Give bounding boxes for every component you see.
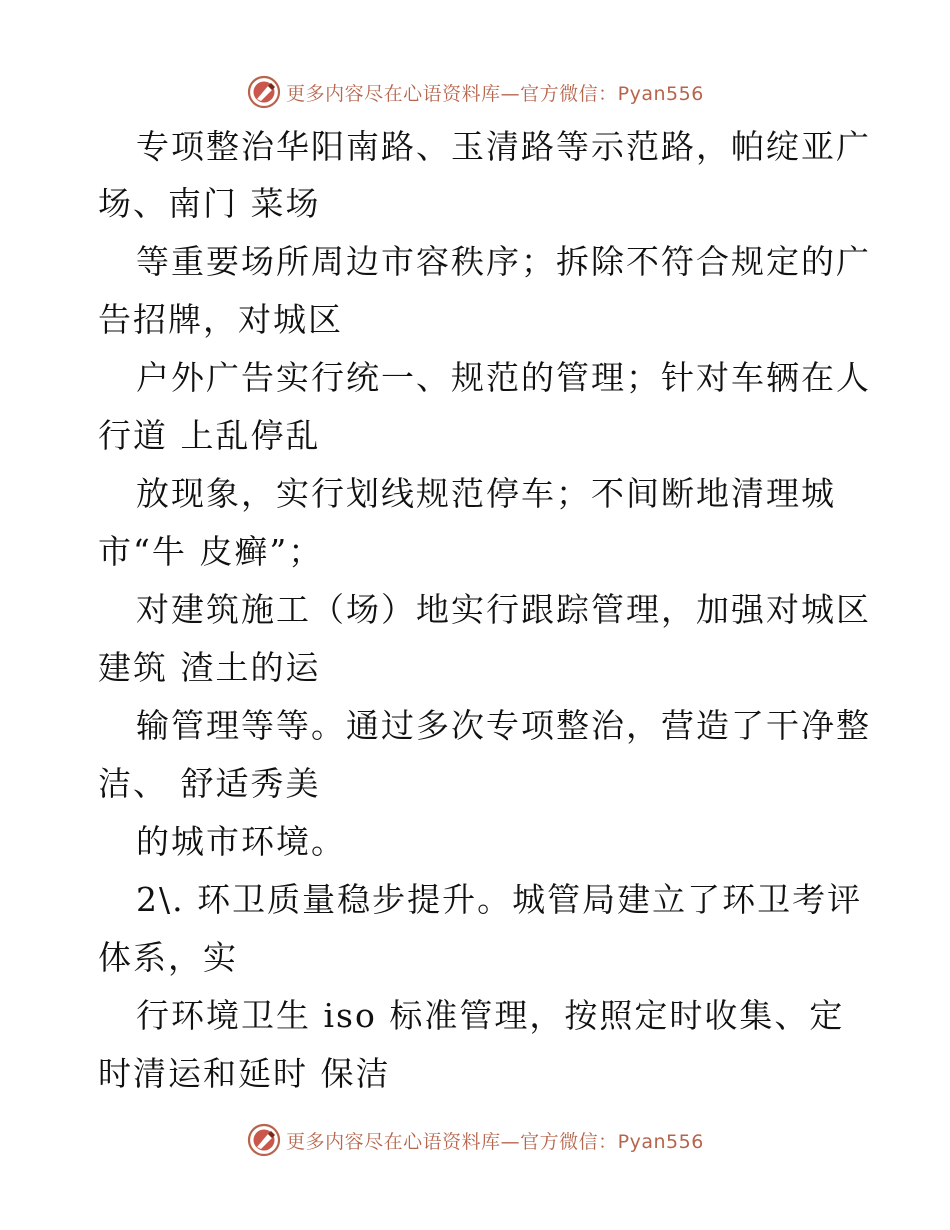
body-line: 等重要场所周边市容秩序；拆除不符合规定的广 (136, 242, 871, 281)
pen-nib-seal-icon (246, 74, 282, 110)
body-line: 场、南门 菜场 (98, 184, 321, 223)
footer-banner (0, 1120, 950, 1160)
body-line: 体系，实 (98, 938, 238, 977)
header-banner (0, 72, 950, 112)
body-line: 告招牌，对城区 (98, 300, 343, 339)
body-line: 市“牛 皮癣”； (98, 532, 324, 571)
body-line: 对建筑施工（场）地实行跟踪管理，加强对城区 (136, 590, 871, 629)
body-line: 2\. 环卫质量稳步提升。城管局建立了环卫考评 (136, 880, 863, 919)
footer-banner-text: 更多内容尽在心语资料库—官方微信：Pyan556 (286, 1130, 704, 1153)
body-line: 建筑 渣土的运 (98, 648, 321, 687)
body-line: 洁、 舒适秀美 (98, 764, 321, 803)
pen-nib-seal-icon (246, 1122, 282, 1158)
body-line: 行道 上乱停乱 (98, 416, 321, 455)
body-line: 放现象，实行划线规范停车；不间断地清理城 (136, 474, 836, 513)
header-banner-text: 更多内容尽在心语资料库—官方微信：Pyan556 (286, 82, 704, 105)
body-line: 专项整治华阳南路、玉清路等示范路，帕绽亚广 (136, 127, 871, 166)
body-line: 行环境卫生 iso 标准管理，按照定时收集、定 (136, 996, 845, 1035)
body-line: 户外广告实行统一、规范的管理；针对车辆在人 (136, 358, 871, 397)
body-line: 输管理等等。通过多次专项整治，营造了干净整 (136, 706, 871, 745)
body-line: 的城市环境。 (136, 822, 346, 861)
body-line: 时清运和延时 保洁 (98, 1054, 391, 1093)
